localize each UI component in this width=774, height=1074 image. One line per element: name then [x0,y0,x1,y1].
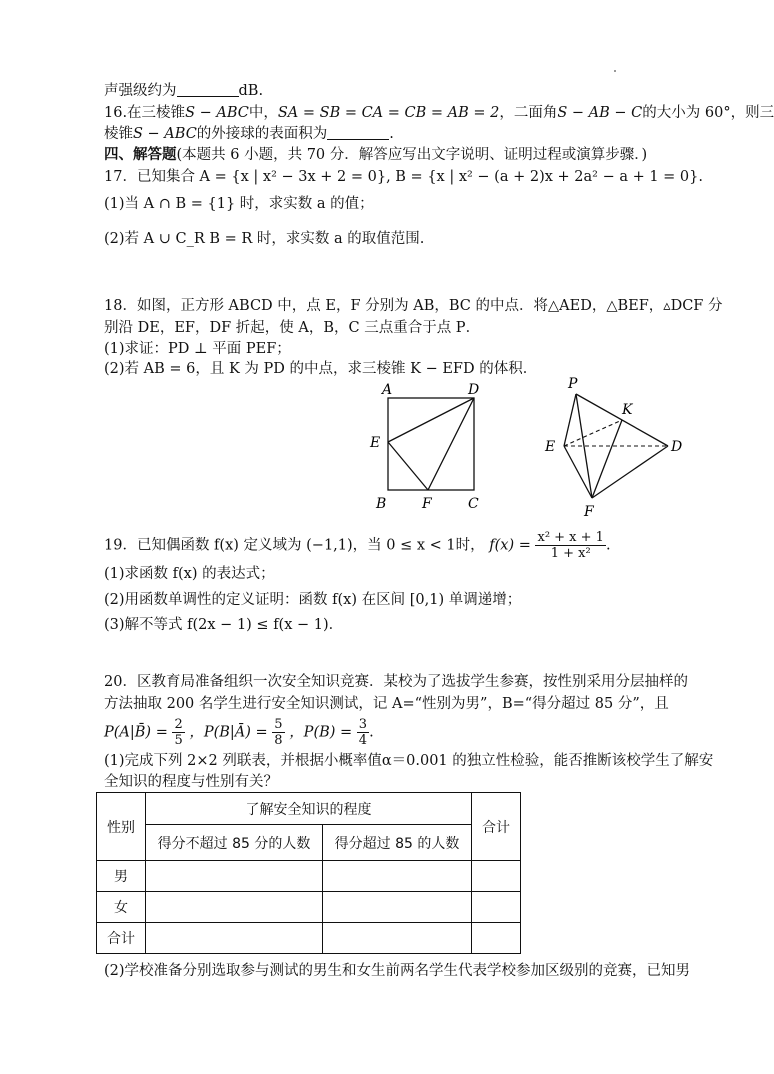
gender-header: 性别 [97,793,146,861]
answer-blank [177,82,239,97]
text: . [389,126,394,142]
table-row [97,923,521,954]
answer-blank [327,125,389,140]
label-p: P [568,376,578,392]
row-label: 女 [97,892,146,923]
denominator: 4 [358,733,368,748]
label-e: E [545,439,556,455]
q20-part1-a: (1)完成下列 2×2 列联表，并根据小概率值α＝0.001 的独立性检验，能否推断该校学生了解安 [104,753,714,769]
q20-probabilities [104,717,374,748]
text: 声强级约为 [104,83,177,99]
text: dB. [238,83,264,99]
square-abcd [388,398,474,490]
table-cell [323,861,472,892]
label-d: D [671,439,683,455]
table-cell [323,892,472,923]
text: 19．已知偶函数 f(x) 定义域为 (−1,1)，当 0 ≤ x < 1时， [104,537,485,554]
math: ，P(B|Ā) = [189,724,268,741]
numerator: 3 [358,717,368,732]
col-header-over-85: 得分超过 85 的人数 [323,825,472,861]
label-b: B [376,496,387,512]
q20-part2: (2)学校准备分别选取参与测试的男生和女生前两名学生代表学校参加区级别的竞赛，已知男 [104,963,691,979]
label-e: E [370,435,381,451]
math: S − AB − C [557,105,643,121]
tetrahedron-figure [540,372,690,520]
fraction [535,530,605,561]
q16-line2 [104,125,394,143]
q20-part1-b: 全知识的程度与性别有关？ [104,774,278,790]
edge-df [592,446,668,498]
table-cell [146,892,323,923]
fraction [172,717,184,748]
math: ，P(B) = [289,724,353,741]
group-header: 了解安全知识的程度 [146,793,472,825]
fraction [272,717,284,748]
numerator: 5 [274,717,283,732]
q17-part2: (2)若 A ∪ C_R B = R 时，求实数 a 的取值范围. [104,231,425,247]
square-figure [360,382,510,514]
segment-ef [388,442,428,490]
math: P(A|B̄) = [104,724,168,741]
label-f: F [584,504,594,520]
row-label: 男 [97,861,146,892]
label-k: K [622,402,633,418]
segment-fd [428,398,474,490]
q18-stem-1: 18．如图，正方形 ABCD 中，点 E，F 分别为 AB，BC 的中点．将△AED，△BEF，▵DCF 分 [104,298,723,314]
math: S − ABC [185,105,249,121]
q20-stem-1: 20．区教育局准备组织一次安全知识竞赛．某校为了选拔学生参赛，按性别采用分层抽样的 [104,674,688,690]
table-row [97,861,521,892]
table-cell [472,892,521,923]
contingency-table [96,792,521,954]
label-f: F [422,496,432,512]
table-cell [146,923,323,954]
q19-part1: (1)求函数 f(x) 的表达式； [104,566,275,582]
text: . [605,537,611,554]
q17-stem: 17．已知集合 A = {x | x² − 3x + 2 = 0}, B = {x | x² − (a + 2)x + 2a² − a + 1 = 0}. [104,169,703,185]
row-label: 合计 [97,923,146,954]
text: 16.在三棱锥 [104,105,186,121]
q19-part2: (2)用函数单调性的定义证明：函数 f(x) 在区间 [0,1) 单调递增； [104,592,522,608]
text: 中， [248,105,278,121]
segment-ed [388,398,474,442]
total-header: 合计 [472,793,521,861]
text: ，二面角 [499,105,558,121]
q20-stem-2: 方法抽取 200 名学生进行安全知识测试，记 A=“性别为男”，B=“得分超过 85 分”，且 [104,696,669,712]
math: f(x) = [489,537,531,554]
q18-part2: (2)若 AB = 6，且 K 为 PD 的中点，求三棱锥 K − EFD 的体积． [104,361,538,377]
table-cell [146,861,323,892]
section-4-heading [104,146,647,164]
fraction [357,717,369,748]
label-a: A [382,382,393,398]
text: 的大小为 60°，则三 [642,105,774,121]
q16-line1 [104,104,774,122]
label-d: D [468,382,480,398]
math: S − ABC [133,126,197,142]
q18-stem-2: 别沿 DE，EF，DF 折起，使 A，B，C 三点重合于点 P． [104,320,481,336]
numerator: x² + x + 1 [537,530,604,545]
text: 棱锥 [104,126,133,142]
label-c: C [468,496,479,512]
table-cell [323,923,472,954]
edge-pe [564,394,576,446]
q19-part3: (3)解不等式 f(2x − 1) ≤ f(x − 1)． [104,617,344,633]
table-cell [472,923,521,954]
col-header-not-over-85: 得分不超过 85 分的人数 [146,825,323,861]
numerator: 2 [174,717,183,732]
denominator: 8 [274,733,283,748]
text: . [369,724,374,741]
table-row [97,892,521,923]
denominator: 1 + x² [550,546,591,561]
section-instructions: (本题共 6 小题，共 70 分．解答应写出文字说明、证明过程或演算步骤．) [176,147,648,163]
q18-part1: (1)求证：PD ⊥ 平面 PEF； [104,341,291,357]
section-title: 四、解答题 [104,146,177,163]
math: SA = SB = CA = CB = AB = 2 [277,105,500,121]
q17-part1: (1)当 A ∩ B = {1} 时，求实数 a 的值； [104,196,374,212]
denominator: 5 [174,733,183,748]
q19-stem [104,530,611,561]
q15-tail [104,82,263,100]
text: 的外接球的表面积为 [196,126,328,142]
scan-speck [614,70,616,72]
table-cell [472,861,521,892]
